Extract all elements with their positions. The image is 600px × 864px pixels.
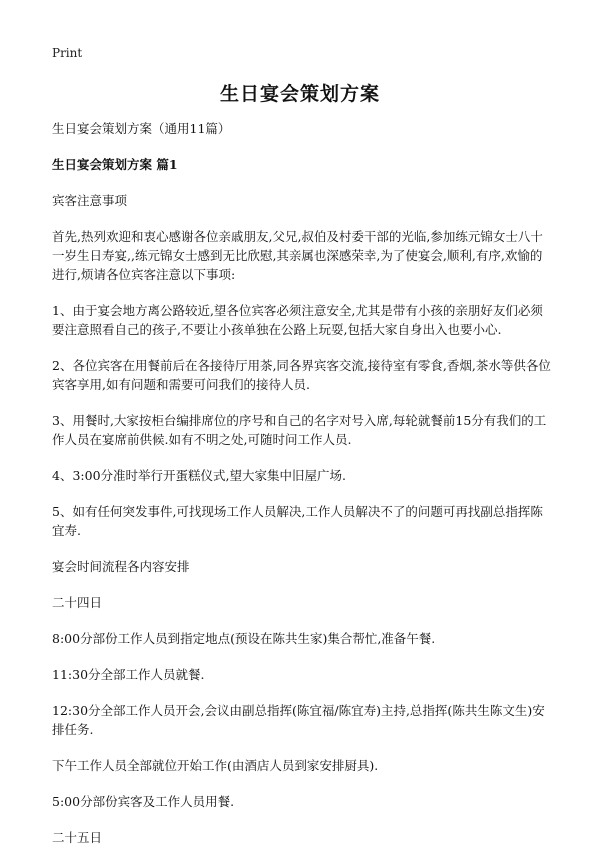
paragraph: 下午工作人员全部就位开始工作(由酒店人员到家安排厨具). [52,758,379,773]
paragraph: 3、用餐时,大家按柜台编排席位的序号和自己的名字对号入席,每轮就餐前15分有我们的工作人员在宴席前供候.如有不明之处,可随时问工作人员. [52,413,547,447]
paragraph: 5、如有任何突发事件,可找现场工作人员解决,工作人员解决不了的问题可再找副总指挥陈宜寿. [52,504,543,538]
paragraph: 11:30分全部工作人员就餐. [52,667,205,682]
paragraph: 5:00分部份宾客及工作人员用餐. [52,794,235,809]
section-heading: 生日宴会策划方案 篇1 [52,157,178,172]
paragraph: 4、3:00分准时举行开蛋糕仪式,望大家集中旧屋广场. [52,468,346,483]
paragraph: 生日宴会策划方案（通用11篇） [52,121,231,136]
paragraph: 二十四日 [52,595,103,610]
paragraph: 1、由于宴会地方离公路较近,望各位宾客必须注意安全,尤其是带有小孩的亲朋好友们必须要注意照看自己的孩子,不要让小孩单独在公路上玩耍,包括大家自身出入也要小心. [52,303,543,337]
print-link[interactable]: Print [52,46,83,60]
paragraph: 8:00分部份工作人员到指定地点(预设在陈共生家)集合帮忙,准备午餐. [52,631,436,646]
document-title: 生日宴会策划方案 [219,83,380,105]
paragraph: 宴会时间流程各内容安排 [52,559,190,574]
document-body [52,119,552,864]
paragraph: 首先,热列欢迎和衷心感谢各位亲戚朋友,父兄,叔伯及村委干部的光临,参加练元锦女士八十一岁生日寿宴,,练元锦女士感到无比欣慰,其亲属也深感荣幸,为了使宴会,顺利,有序,欢愉的进行,烦请各位宾客注意以下事项: [52,229,543,282]
paragraph: 2、各位宾客在用餐前后在各接待厅用茶,同各界宾客交流,接待室有零食,香烟,茶水等供各位宾客享用,如有问题和需要可问我们的接待人员. [52,358,551,392]
paragraph: 宾客注意事项 [52,193,128,208]
paragraph: 二十五日 [52,830,103,845]
paragraph: 12:30分全部工作人员开会,会议由副总指挥(陈宜福/陈宜寿)主持,总指挥(陈共生陈文生)安排任务. [52,703,545,737]
